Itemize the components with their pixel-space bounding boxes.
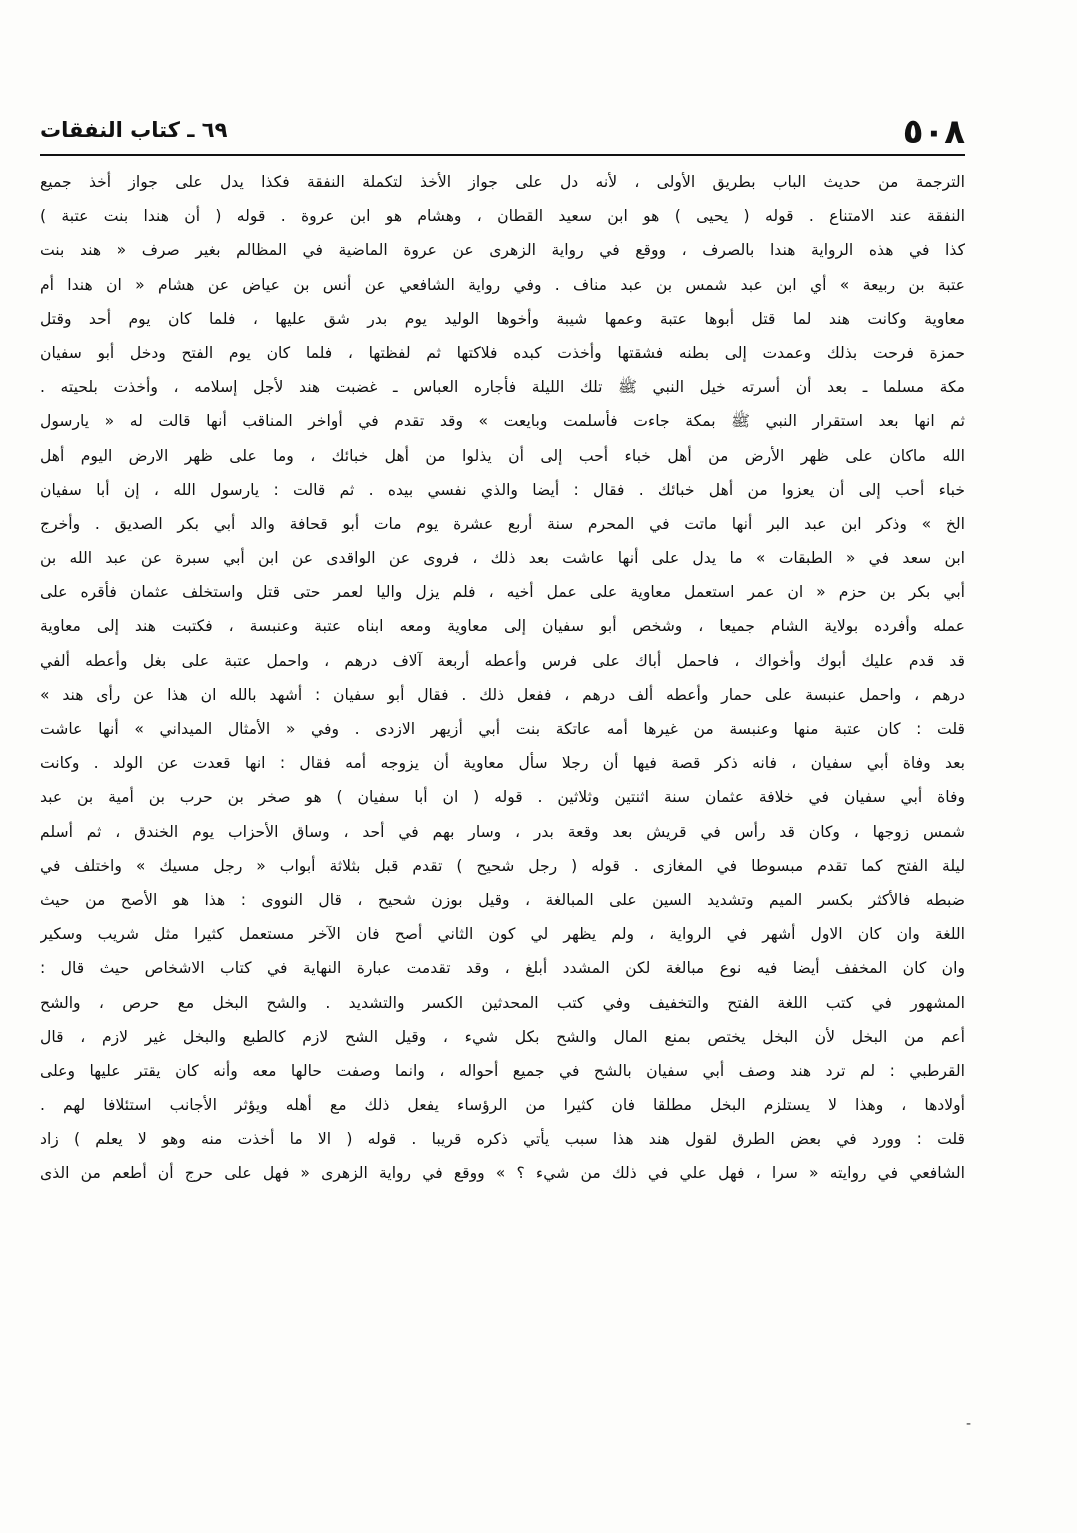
text-line: وان كان المخفف أيضا فيه نوع مبالغة لكن المشدد أبلغ ، وقد تقدمت عبارة النهاية في كتاب الاشخاص حيث قال : xyxy=(40,959,965,978)
text-line: عمله وأفرده بولاية الشام جميعا ، وشخص أبو سفيان إلى معاوية ومعه ابناه عتبة وعنبسة ، فكتبت هند إلى معاوية xyxy=(40,617,965,636)
text-line: مكة مسلما ـ بعد أن أسرته خيل النبي ﷺ تلك الليلة فأجاره العباس ـ غضبت هند لأجل إسلامه ، وأخذت بلحيته . xyxy=(40,378,965,397)
text-line: حمزة فرحت بذلك وعمدت إلى بطنه فشقتها وأخذت كبده فلاكتها ثم لفظتها ، فلما كان يوم الفتح ودخل أبو سفيان xyxy=(40,343,965,362)
text-line: ثم انها بعد استقرار النبي ﷺ بمكة جاءت فأسلمت وبايعت » وقد تقدم في أواخر المناقب أنها قالت له « يارسول xyxy=(40,412,965,431)
text-line: درهم ، واحمل عنبسة على حمار وأعطه ألف درهم ، ففعل ذلك . فقال أبو سفيان : أشهد بالله ان هذا عن رأى هند » xyxy=(40,685,965,704)
text-line: الخ » وذكر ابن عبد البر أنها ماتت في المحرم سنة أربع عشرة يوم مات أبو قحافة والد أبي بكر الصديق . وأخرج xyxy=(40,514,965,533)
text-line: وفاة أبي سفيان في خلافة عثمان سنة اثنتين وثلاثين . قوله ( ان أبا سفيان ) هو صخر بن حرب بن أمية بن عبد xyxy=(40,788,965,807)
text-line: قلت : وورد في بعض الطرق لقول هند هذا سبب يأتي ذكره قريبا . قوله ( الا ما أخذت منه وهو لا يعلم ) زاد xyxy=(40,1130,965,1149)
page-header xyxy=(40,108,965,154)
body-text xyxy=(40,165,965,1191)
text-line: خباء أحب إلى أن يعزوا من أهل خبائك . فقال : أيضا والذي نفسي بيده . ثم قالت : يارسول الله ، إن أبا سفيان xyxy=(40,480,965,499)
text-line: أبي بكر بن حزم « ان عمر استعمل معاوية على عمل أخيه ، فلم يزل واليا لعمر حتى قتل واستخلف عثمان فأقره على xyxy=(40,583,965,602)
header-rule xyxy=(40,154,965,156)
text-line: عتبة بن ربيعة » أي ابن عبد شمس بن عبد مناف . وفي رواية الشافعي عن أنس بن عياض عن هشام « ان هندا أم xyxy=(40,275,965,294)
text-line: القرطبي : لم ترد هند وصف أبي سفيان بالشح في جميع أحواله ، وانما وصفت حالها معه وأنه كان يقتر عليها وعلى xyxy=(40,1061,965,1080)
text-line: اللغة وان كان الاول أشهر في الرواية ، ولم يظهر لي كون الثاني أصح فان الآخر مستعمل كثيرا مثل شريب وسكير xyxy=(40,925,965,944)
text-line: قد قدم عليك أبوك وأخواك ، فاحمل أباك على فرس وأعطه أربعة آلاف درهم ، واحمل عتبة على بغل وأعطه ألفي xyxy=(40,651,965,670)
text-line: أعم من البخل لأن البخل يختص بمنع المال والشح بكل شيء ، وقيل الشح لازم كالطبع والبخل غير لازم ، قال xyxy=(40,1027,965,1046)
page-number: ٥٠٨ xyxy=(902,112,965,152)
text-line: أولادها ، وهذا لا يستلزم البخل مطلقا فان كثيرا من الرؤساء يفعل ذلك مع أهله ويؤثر الأجانب استئلافا لهم . xyxy=(40,1096,965,1115)
text-line: ابن سعد في « الطبقات » ما يدل على أنها عاشت بعد ذلك ، فروى عن الواقدى عن ابن أبي سبرة عن عبد الله بن xyxy=(40,549,965,568)
text-line: معاوية وكانت هند لما قتل أبوها عتبة وعمها شيبة وأخوها الوليد يوم بدر شق عليها ، فلما كان يوم أحد وقتل xyxy=(40,309,965,328)
running-title: ٦٩ ـ كتاب النفقات xyxy=(40,118,228,142)
text-line: كذا في هذه الرواية هندا بالصرف ، ووقع في رواية الزهرى عن عروة الماضية في المظالم بغير صرف « هند بنت xyxy=(40,241,965,260)
text-line: ليلة الفتح كما تقدم مبسوطا في المغازى . قوله ( رجل شحيح ) تقدم قبل بثلاثة أبواب « رجل مسيك » واختلف في xyxy=(40,856,965,875)
text-line: الشافعي في روايته « سرا ، فهل علي في ذلك من شيء ؟ » ووقع في رواية الزهرى « فهل على حرج أن أطعم من الذى xyxy=(40,1164,965,1183)
text-line: الله ماكان على ظهر الأرض من أهل خباء أحب إلى أن يذلوا من أهل خبائك ، وما على ظهر الارض اليوم أهل xyxy=(40,446,965,465)
text-line: المشهور في كتب اللغة الفتح والتخفيف وفي كتب المحدثين الكسر والتشديد . والشح البخل مع حرص ، والشح xyxy=(40,993,965,1012)
text-line: قلت : كان عتبة منها وعنبسة من غيرها أمه عاتكة بنت أبي أزيهر الازدى . وفي « الأمثال الميداني » أنها عاشت xyxy=(40,720,965,738)
text-line: ضبطه فالأكثر بكسر الميم وتشديد السين على المبالغة ، وقيل بوزن شحيح ، قال النووى : هذا هو الأصح من حيث xyxy=(40,890,965,909)
text-line: الترجمة من حديث الباب بطريق الأولى ، لأنه دل على جواز الأخذ لتكملة النفقة فكذا يدل على جواز أخذ جميع xyxy=(40,173,965,191)
text-line: النفقة عند الامتناع . قوله ( يحيى ) هو ابن سعيد القطان ، وهشام هو ابن عروة . قوله ( أن هندا بنت عتبة ) xyxy=(40,207,965,226)
text-line: بعد وفاة أبي سفيان ، فانه ذكر قصة فيها أن رجلا سأل معاوية أن يزوجه أمه فقال : انها قعدت عن الولد . وكانت xyxy=(40,754,965,773)
text-line: شمس زوجها ، وكان قد رأس في قريش بعد وقعة بدر ، وسار بهم في أحد ، وساق الأحزاب يوم الخندق ، ثم أسلم xyxy=(40,822,965,841)
margin-mark: - xyxy=(966,1416,972,1432)
